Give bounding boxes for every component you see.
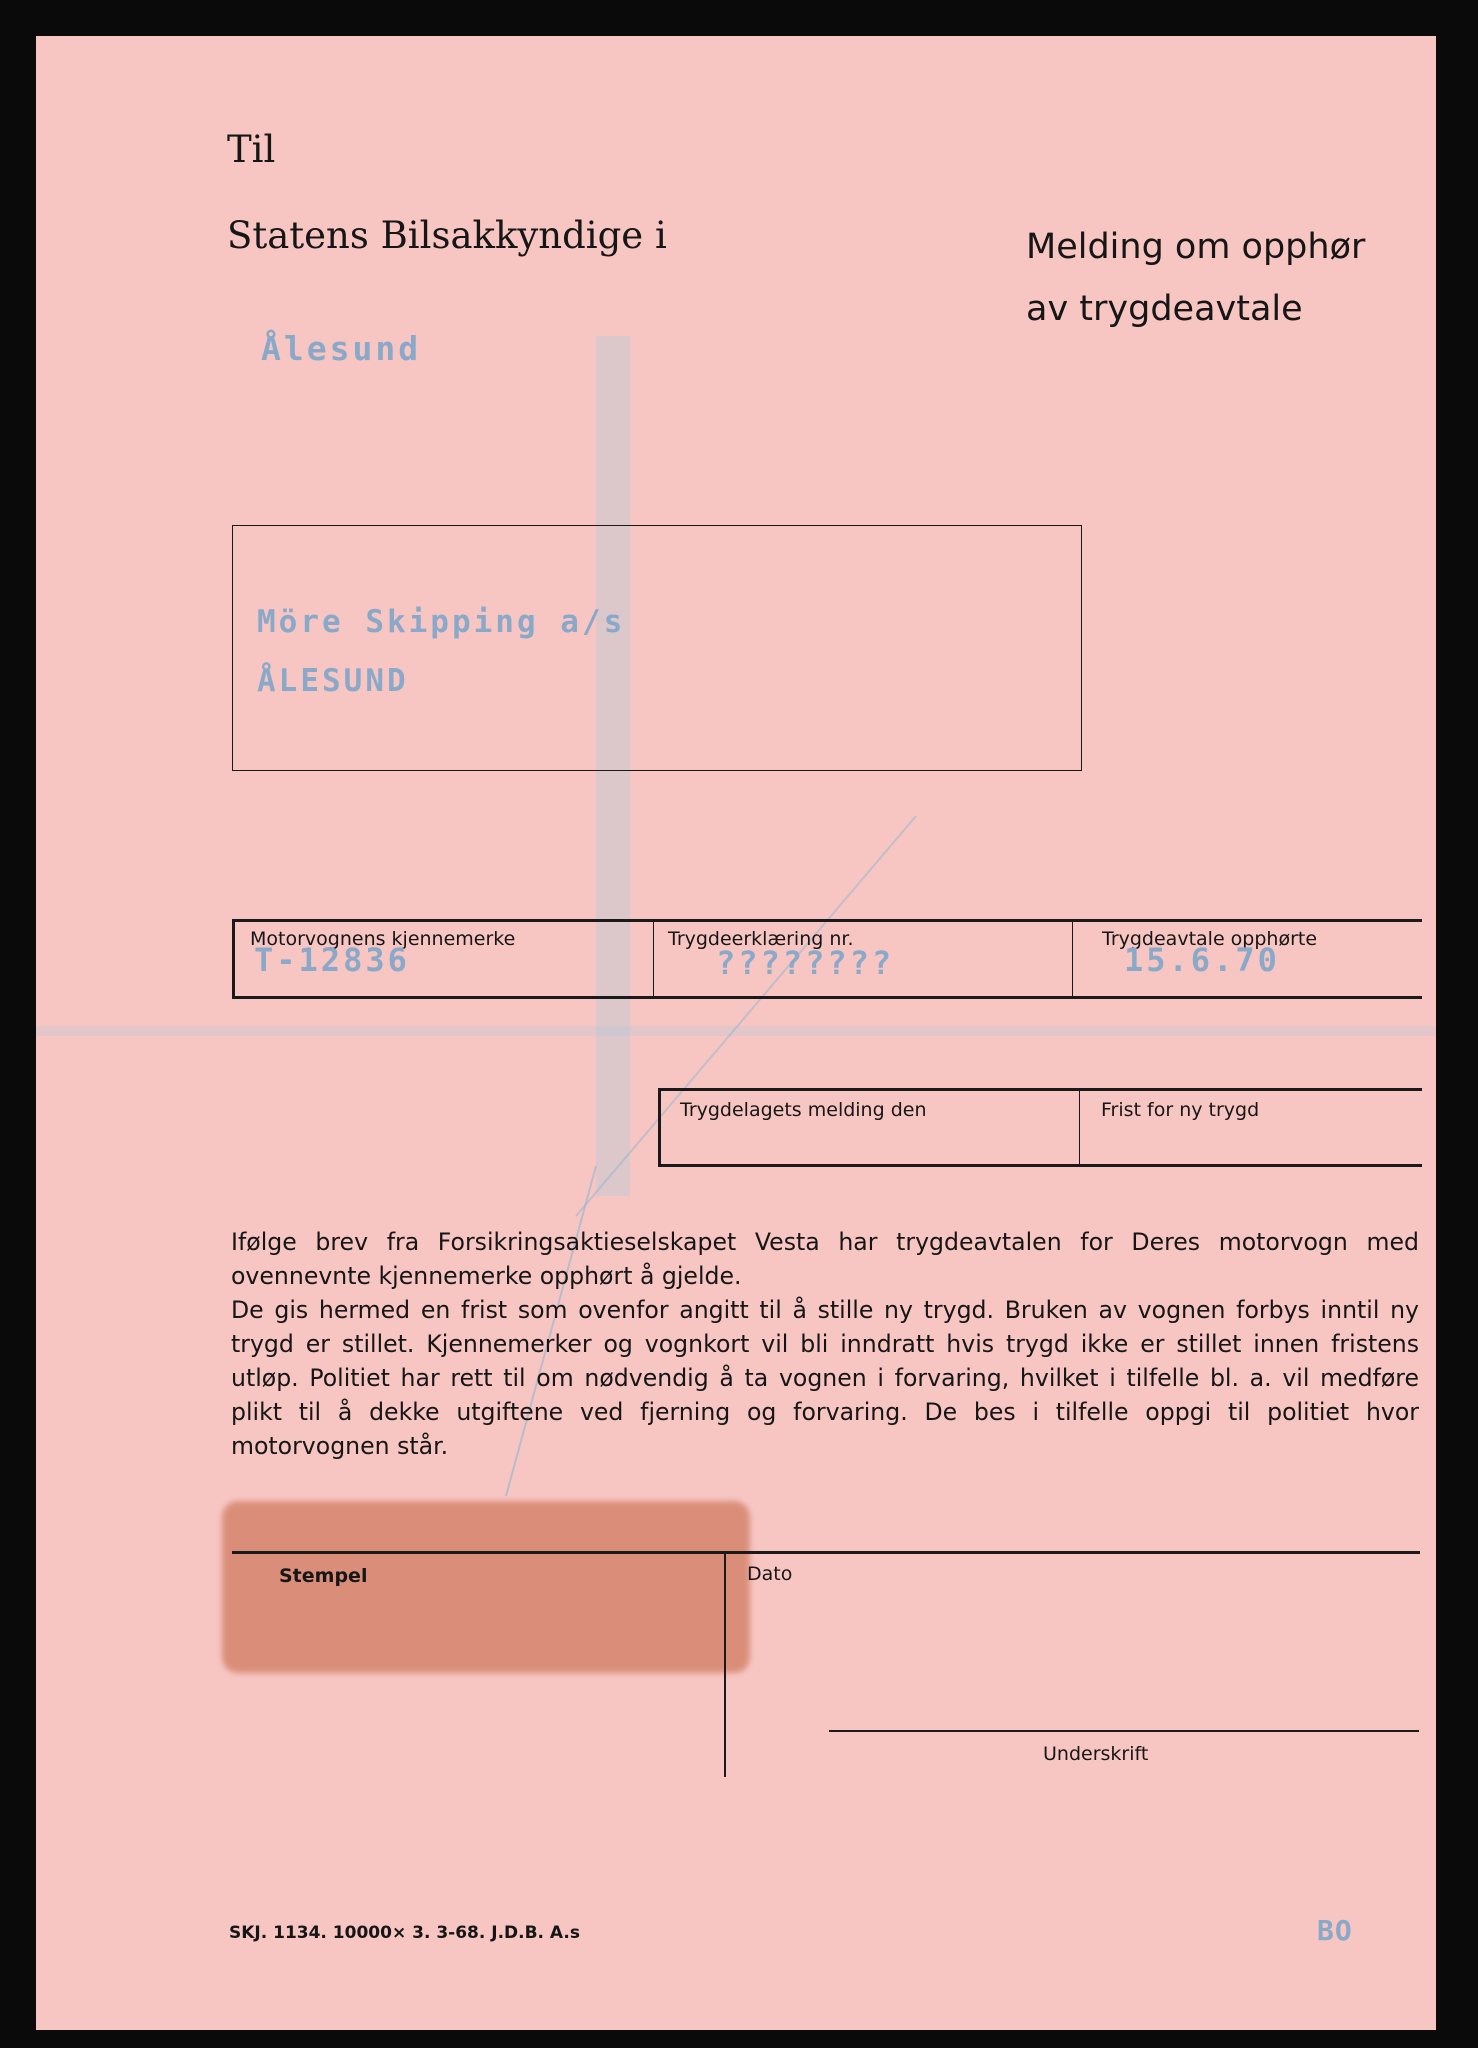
table-left-border (658, 1088, 661, 1167)
form-title-line-1: Melding om opphør (1026, 227, 1366, 267)
stamp-label: Stempel (279, 1565, 368, 1587)
table-divider (1079, 1091, 1080, 1164)
notice-body (231, 1225, 1419, 1463)
table-top-border (658, 1088, 1422, 1091)
typed-city: Ålesund (261, 329, 422, 368)
typed-declaration-number: ???????? (716, 944, 895, 982)
table-top-border (232, 919, 1422, 922)
table-divider (653, 922, 654, 996)
table-bottom-border (232, 996, 1422, 999)
table-divider (1072, 922, 1073, 996)
end-date-label: Trygdeavtale opphørte (1102, 928, 1318, 950)
declaration-number-label: Trygdeerklæring nr. (668, 928, 854, 950)
signature-line (829, 1730, 1419, 1732)
deadline-label: Frist for ny trygd (1101, 1099, 1260, 1121)
to-label: Til (227, 128, 276, 171)
typed-address-line-1: Möre Skipping a/s (257, 604, 626, 640)
table-left-border (232, 919, 235, 999)
signature-label: Underskrift (1043, 1743, 1149, 1765)
form-title (1026, 216, 1365, 340)
address-box (232, 525, 1082, 771)
signature-area-divider (724, 1554, 726, 1777)
reg-number-label: Motorvognens kjennemerke (250, 928, 516, 950)
form-sheet (36, 36, 1436, 2030)
form-title-line-2: av trygdeavtale (1026, 289, 1303, 329)
notice-paragraph-2: De gis hermed en frist som ovenfor angitt til å stille ny trygd. Bruken av vognen forbys inntil ny trygd er stillet. Kjennemerker og vognkort vil bli inndratt hvis trygd ikke er stillet innen fristens utløp. Politiet har rett til om nødvendig å ta vognen i forvaring, hvilket i tilfelle bl. a. vil medføre plikt til å dekke utgiftene ved fjerning og forvaring. De bes i tilfelle oppgi til politiet hvor motorvognen står. (231, 1296, 1419, 1460)
date-label: Dato (747, 1563, 793, 1585)
typed-reg-number: T-12836 (254, 941, 410, 979)
recipient-label: Statens Bilsakkyndige i (227, 214, 667, 257)
signature-area-top-border (232, 1551, 1420, 1554)
notice-date-label: Trygdelagets melding den (680, 1099, 927, 1121)
notice-paragraph-1: Ifølge brev fra Forsikringsaktieselskapet Vesta har trygdeavtalen for Deres motorvogn med ovennevnte kjennemerke opphørt å gjelde. (231, 1228, 1419, 1290)
typed-code: BO (1317, 1914, 1353, 1947)
typed-address-line-2: ÅLESUND (257, 663, 409, 699)
table-bottom-border (658, 1164, 1422, 1167)
typed-end-date: 15.6.70 (1124, 941, 1280, 979)
stamp-smudge (222, 1501, 750, 1673)
print-code: SKJ. 1134. 10000× 3. 3-68. J.D.B. A.s (229, 1923, 580, 1943)
